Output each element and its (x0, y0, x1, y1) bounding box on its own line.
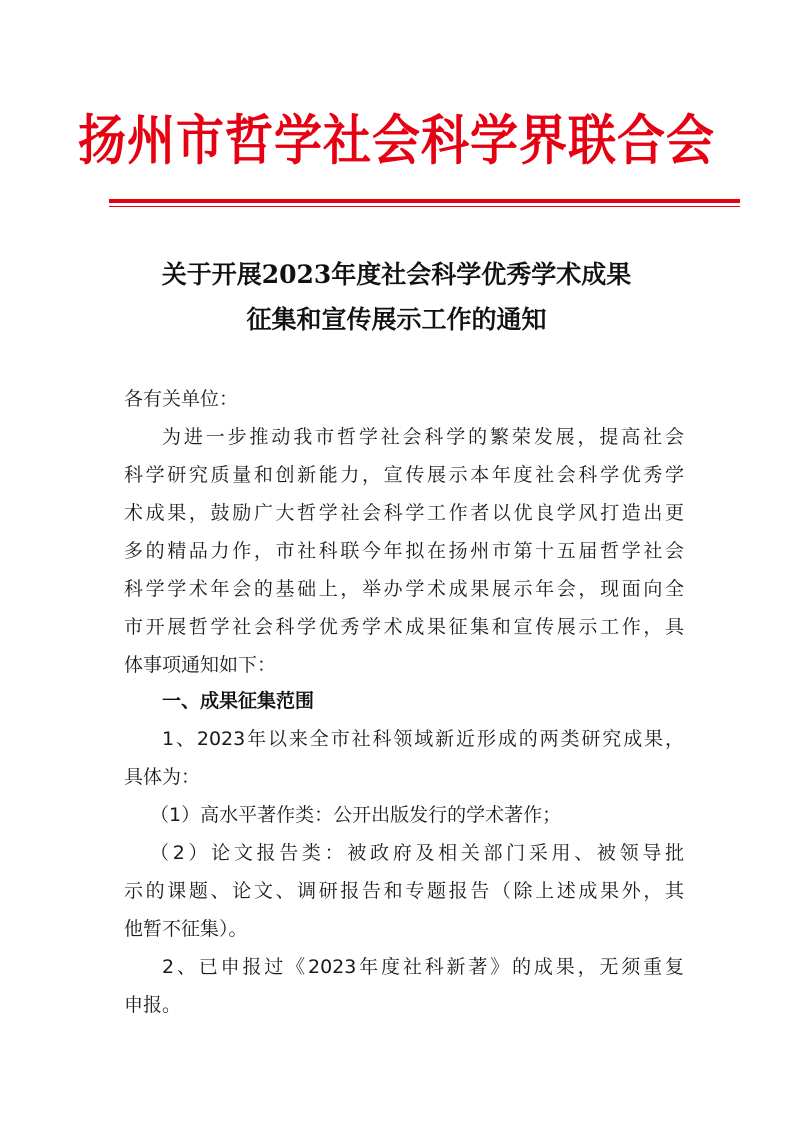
item-1-line: 具体为： (124, 766, 201, 788)
intro-line: 科学学术年会的基础上，举办学术成果展示年会，现面向全 (124, 578, 684, 600)
notice-title-line-1: 关于开展2023年度社会科学优秀学术成果 (161, 260, 632, 289)
intro-line: 体事项通知如下： (124, 654, 277, 676)
item-2-line: 2、已申报过《2023年度社科新著》的成果，无须重复 (162, 956, 684, 978)
item-2-line: 申报。 (124, 994, 182, 1016)
item-1-line: 1、2023年以来全市社科领域新近形成的两类研究成果， (162, 728, 684, 750)
item-1-sub-2-line: 他暂不征集）。 (124, 918, 248, 940)
intro-line: 多的精品力作，市社科联今年拟在扬州市第十五届哲学社会 (124, 540, 684, 562)
intro-line: 术成果，鼓励广大哲学社会科学工作者以优良学风打造出更 (124, 502, 684, 524)
intro-line: 科学研究质量和创新能力，宣传展示本年度社会科学优秀学 (124, 464, 684, 486)
intro-line: 市开展哲学社会科学优秀学术成果征集和宣传展示工作，具 (124, 616, 684, 638)
section-heading-scope: 一、成果征集范围 (162, 690, 315, 712)
item-1-sub-1: （1）高水平著作类：公开出版发行的学术著作； (150, 804, 562, 826)
item-1-sub-2-line: （2）论文报告类：被政府及相关部门采用、被领导批 (150, 842, 684, 864)
intro-line: 为进一步推动我市哲学社会科学的繁荣发展，提高社会 (162, 426, 684, 448)
header-divider-thin (109, 206, 740, 207)
header-divider-thick (109, 199, 740, 203)
notice-title-line-2: 征集和宣传展示工作的通知 (246, 305, 547, 334)
salutation: 各有关单位： (124, 388, 239, 410)
org-masthead: 扬州市哲学社会科学界联合会 (77, 109, 715, 173)
item-1-sub-2-line: 示的课题、论文、调研报告和专题报告（除上述成果外，其 (124, 880, 684, 902)
